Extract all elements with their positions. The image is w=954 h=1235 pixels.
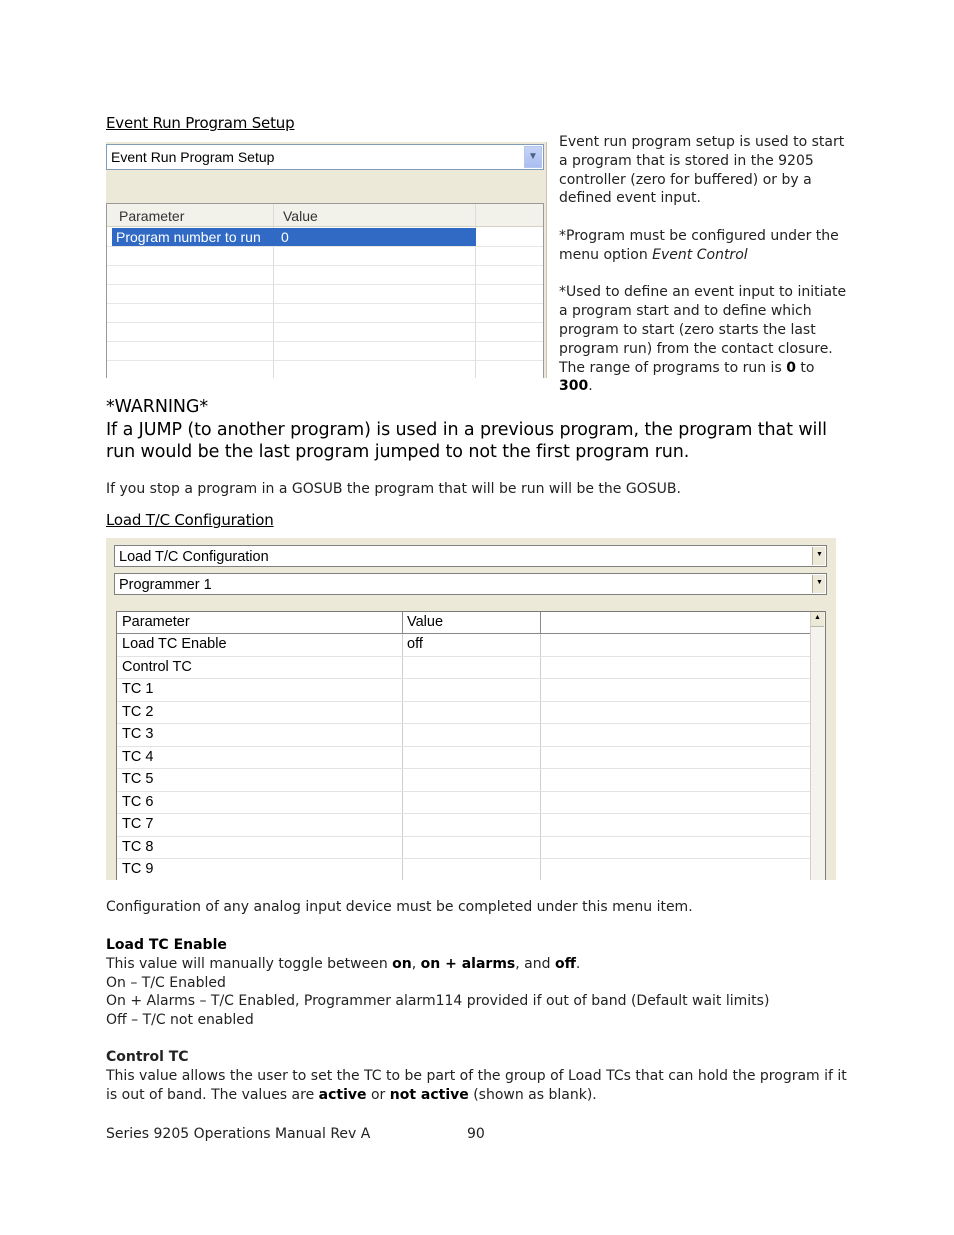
- chevron-down-icon[interactable]: ▼: [812, 575, 825, 593]
- grid-header: [107, 204, 543, 227]
- table-row[interactable]: TC 9: [117, 859, 811, 880]
- warning-body: If a JUMP (to another program) is used in a previous program, the program that will run would be the last program jumped to not the first program run.: [106, 419, 827, 462]
- table-row-selected[interactable]: [112, 228, 476, 246]
- column-header-parameter[interactable]: Parameter: [122, 614, 190, 630]
- chevron-down-icon[interactable]: ▼: [524, 146, 542, 168]
- event-run-screenshot: [106, 142, 547, 378]
- load-tc-enable-section: [106, 936, 851, 1030]
- table-row[interactable]: TC 5: [117, 769, 811, 792]
- config-note: Configuration of any analog input device must be completed under this menu item.: [106, 899, 693, 915]
- menu-dropdown[interactable]: [106, 144, 544, 170]
- table-row[interactable]: Load TC Enable off: [117, 634, 811, 657]
- event-run-description: [559, 133, 851, 396]
- table-row[interactable]: TC 4: [117, 747, 811, 770]
- column-header-value[interactable]: Value: [283, 208, 318, 224]
- load-tc-enable-line3: On + Alarms – T/C Enabled, Programmer alarm114 provided if out of band (Default wait limits): [106, 993, 770, 1010]
- control-tc-text: This value allows the user to set the TC to be part of the group of Load TCs that can hold the program if it is out of band. The values are active or not active (shown as blank).: [106, 1067, 847, 1103]
- menu-dropdown-value: Event Run Program Setup: [111, 149, 275, 165]
- programmer-dropdown[interactable]: [114, 573, 827, 595]
- parameter-grid: [116, 611, 826, 880]
- control-tc-title: Control TC: [106, 1049, 189, 1065]
- column-header-value[interactable]: Value: [407, 614, 444, 630]
- load-tc-screenshot: [106, 538, 836, 880]
- load-tc-enable-line4: Off – T/C not enabled: [106, 1012, 254, 1029]
- menu-dropdown[interactable]: [114, 545, 827, 567]
- column-header-parameter[interactable]: Parameter: [119, 208, 185, 224]
- scroll-up-icon[interactable]: ▲: [811, 612, 824, 627]
- event-control-ref: Event Control: [652, 246, 748, 263]
- warning-title: *WARNING*: [106, 397, 208, 417]
- section-heading-load-tc: Load T/C Configuration: [106, 511, 274, 529]
- menu-dropdown-value: Load T/C Configuration: [119, 549, 269, 565]
- grid-header: [117, 612, 811, 634]
- table-row[interactable]: TC 2: [117, 702, 811, 725]
- table-row[interactable]: TC 8: [117, 837, 811, 860]
- row-value: 0: [281, 229, 289, 245]
- warning-block: [106, 396, 851, 464]
- section-heading-event-run: Event Run Program Setup: [106, 114, 295, 132]
- load-tc-enable-line1: This value will manually toggle between on, on + alarms, and off.: [106, 955, 581, 972]
- chevron-down-icon[interactable]: ▼: [812, 547, 825, 565]
- table-row[interactable]: Control TC: [117, 657, 811, 680]
- parameter-grid: [106, 203, 544, 378]
- table-row[interactable]: TC 3: [117, 724, 811, 747]
- desc-para-1: Event run program setup is used to start a program that is stored in the 9205 controller (zero for buffered) or by a defined event input.: [559, 134, 845, 207]
- programmer-dropdown-value: Programmer 1: [119, 577, 212, 593]
- footer-manual-title: Series 9205 Operations Manual Rev A: [106, 1126, 371, 1142]
- table-row[interactable]: TC 6: [117, 792, 811, 815]
- load-tc-enable-title: Load TC Enable: [106, 937, 227, 953]
- gosub-note: If you stop a program in a GOSUB the program that will be run will be the GOSUB.: [106, 481, 681, 497]
- vertical-scrollbar[interactable]: [810, 612, 825, 880]
- desc-para-3: *Used to define an event input to initiate a program start and to define which program to start (zero starts the last program run) from the contact closure. The range of programs to run is 0 to 300.: [559, 284, 847, 395]
- table-row[interactable]: TC 7: [117, 814, 811, 837]
- load-tc-enable-line2: On – T/C Enabled: [106, 974, 226, 991]
- table-row[interactable]: TC 1: [117, 679, 811, 702]
- control-tc-section: [106, 1048, 851, 1104]
- footer-page-number: 90: [467, 1126, 485, 1142]
- row-param: Program number to run: [116, 229, 261, 245]
- desc-para-2: *Program must be configured under the menu option Event Control: [559, 227, 839, 263]
